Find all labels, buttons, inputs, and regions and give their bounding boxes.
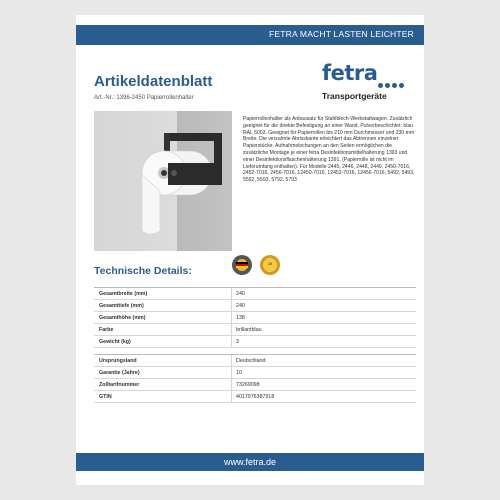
specs-title: Technische Details: [94,265,192,277]
header-slogan: FETRA MACHT LASTEN LEICHTER [268,29,414,39]
spec-value: 10 [231,367,416,378]
table-row [94,324,416,336]
spec-value: Deutschland [231,355,416,366]
specs-group-origin [94,354,416,403]
table-row [94,288,416,300]
fetra-logo [320,61,416,111]
spec-label: Ursprungsland [99,357,137,364]
logo-dots-icon [378,83,404,88]
spec-value: 3 [231,336,416,347]
spec-value: 240 [231,300,416,311]
product-photo [94,111,232,251]
spec-value: brillantblau [231,324,416,335]
footer-bar [76,453,424,471]
spec-label: Gesamthöhe (mm) [99,314,146,321]
made-in-germany-badge-icon [232,255,252,275]
header-bar [76,25,424,45]
spec-value: 73269098 [231,379,416,390]
spec-label: GTIN [99,393,112,400]
datasheet-page [76,15,424,485]
table-row [94,312,416,324]
spec-value: 240 [231,288,416,299]
spec-value: 4017976387918 [231,391,416,402]
spec-label: Zolltarifnummer [99,381,140,388]
logo-wordmark: fetra [322,61,378,85]
spec-value: 138 [231,312,416,323]
logo-tagline: Transportgeräte [322,91,387,101]
spec-label: Farbe [99,326,114,333]
warranty-badge-icon: 10 [260,255,280,275]
table-row [94,379,416,391]
specs-group-dimensions [94,287,416,348]
table-row [94,355,416,367]
article-number: Art.-Nr.: 1396-2450 Papierrollenhalter [94,95,194,101]
spec-label: Gesamtbreite (mm) [99,290,148,297]
spec-label: Gesamttiefe (mm) [99,302,144,309]
footer-url-link[interactable]: www.fetra.de [223,457,277,467]
spec-label: Gewicht (kg) [99,338,131,345]
table-row [94,367,416,379]
table-row [94,391,416,403]
document-title: Artikeldatenblatt [94,73,213,90]
table-row [94,300,416,312]
specs-table [94,287,416,403]
spec-label: Garantie (Jahre) [99,369,140,376]
paper-roll-holder-image [94,111,232,251]
product-description: Papierrollenhalter als Anbausatz für Stahlblech-Werkstattwagen. Zusätzlich geeignet für die direkte Befestigung an einer Wand. Pulverbeschichtet: blau RAL 5002. Geeignet für Papierrollen bis 210 mm Durchmesser und 230 mm Breite. Die verzahnte Abrisskante erleichtert das Abtrennen einzelner Papierstücke. Aufnahmelochungen an den Seiten ermöglichen die zusätzliche Montage je einer fetra Desinfektionsmittelhalterung 1393 und einer Desinfektionsflaschenhalterung 1391. (Papierrolle ist nicht im Lieferumfang enthalten). Für Modelle 2445, 2446, 2448, 2449, 2450-7016, 2452-7016, 2456-7016, 12450-7016, 12452-7016, 12456-7016, 5492, 5493, 5592, 5593, 5792, 5793 [243,116,415,184]
table-row [94,336,416,348]
